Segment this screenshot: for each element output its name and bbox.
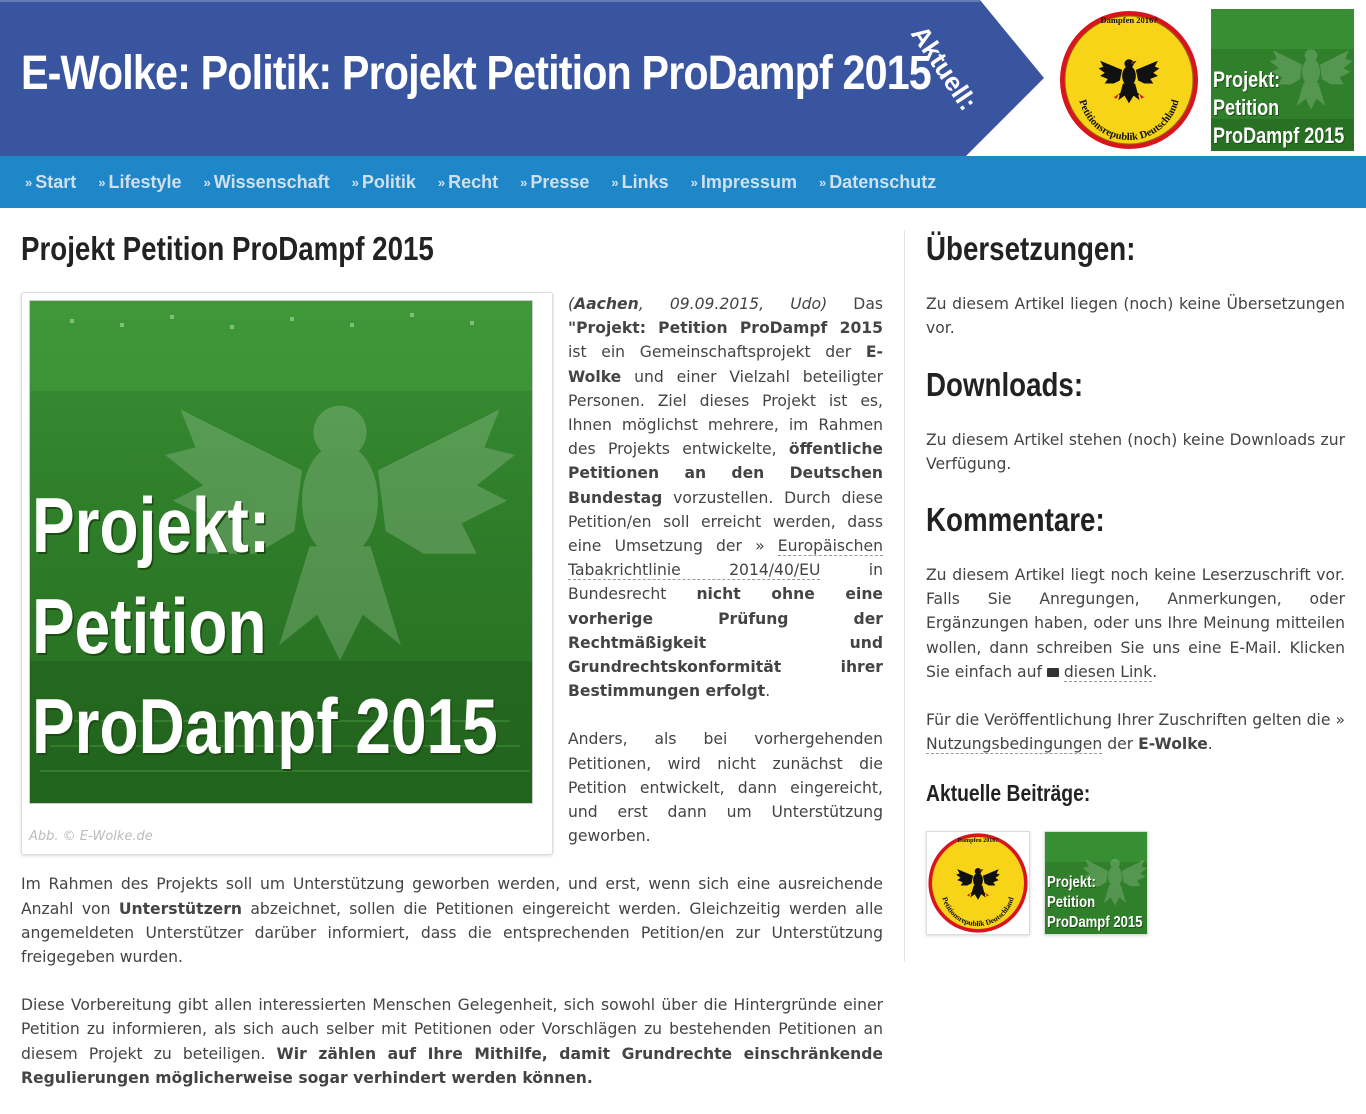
terms-link[interactable]: Nutzungsbedingungen [926,735,1103,754]
recent-seal-ring-text: Petitionsrepublik Deutschland [940,895,1016,929]
article-paragraph-2: Anders, als bei vorhergehenden Petitionen, wird nicht zunächst die Petition entwickelt, dann eingereicht, und erst dann um Unterstützung geworben. [568,730,883,846]
nav-item-lifestyle[interactable]: » Lifestyle [98,171,182,192]
double-chevron-right-icon: » [818,174,827,190]
site-title[interactable]: E-Wolke: Politik: Projekt Petition ProDampf 2015 [21,47,931,100]
nav-item-impressum[interactable]: » Impressum [690,171,797,192]
recent-thumb-line-3: ProDampf 2015 [1047,914,1143,931]
recent-posts-heading: Aktuelle Beiträge: [926,780,1091,806]
nav-item-datenschutz[interactable]: » Datenschutz [818,171,937,192]
article-image[interactable] [29,300,533,804]
figure-caption: Abb. © E-Wolke.de [29,829,153,844]
nav-item-start[interactable]: » Start [25,171,77,192]
recent-post-thumb-project[interactable] [1044,831,1148,935]
article-place: Aachen [574,295,639,313]
double-chevron-right-icon: » [690,174,698,190]
image-line-1: Projekt: [32,481,271,569]
double-chevron-right-icon: » [755,537,765,556]
downloads-text: Zu diesem Artikel stehen (noch) keine Downloads zur Verfügung. [926,431,1345,474]
double-chevron-right-icon: » [611,174,619,190]
image-line-2: Petition [32,582,267,670]
double-chevron-right-icon: » [437,174,446,190]
article-dateline: , 09.09.2015, Udo) [638,295,828,313]
downloads-heading: Downloads: [926,366,1084,403]
petitionsrepublik-seal-logo[interactable] [1058,9,1200,151]
translations-text: Zu diesem Artikel liegen (noch) keine Übersetzungen vor. [926,295,1345,338]
article-paragraph-1: (Aachen, 09.09.2015, Udo) Das "Projekt: Petition ProDampf 2015 ist ein Gemeinschaftsprojekt der E-Wolke und einer Vielzahl beteiligter Personen. Ziel dieses Projekt ist es, Ihnen möglichst mehrere, im Rahmen des Projekts entwickelte, öffentliche Petitionen an den Deutschen Bundestag vorzustellen. Durch diese Petition/en soll erreicht werden, dass eine Umsetzung der » Europäischen Tabakrichtlinie 2014/40/EU in Bundesrecht nicht ohne eine vorherige Prüfung der Rechtmäßigkeit und Grundrechtskonformität ihrer Bestimmungen erfolgt. [568,295,883,701]
article-paragraph-4: Diese Vorbereitung gibt allen interessierten Menschen Gelegenheit, sich sowohl über die Hintergründe einer Petition zu informieren, als sich auch selber mit Petitionen oder Vorschlägen zu bestehenden Petitionen an diesem Projekt zu beteiligen. Wir zählen auf Ihre Mithilfe, damit Grundrechte einschränkende Regulierungen möglicherweise sogar verhindert werden können. [21,996,883,1087]
seal-top-text: Dampfen 2016? [1100,15,1158,25]
link-tabakrichtlinie[interactable]: Europäischen Tabakrichtlinie 2014/40/EU [568,537,883,580]
double-chevron-right-icon: » [98,174,106,190]
comments-heading: Kommentare: [926,501,1105,538]
image-line-3: ProDampf 2015 [32,682,498,770]
nav-item-links[interactable]: » Links [611,171,669,192]
terms-text: Für die Veröffentlichung Ihrer Zuschriften gelten die » Nutzungsbedingungen der E-Wolke. [926,711,1345,754]
column-divider [904,230,905,962]
nav-item-politik[interactable]: » Politik [351,171,416,192]
aktuell-badge: Aktuell: [905,20,984,116]
comments-text: Zu diesem Artikel liegt noch keine Leserzuschrift vor. Falls Sie Anregungen, Anmerkungen, oder Ergänzungen haben, oder uns Ihre Meinung mitteilen wollen, dann schreiben Sie uns eine E-Mail. Klicken Sie einfach auf diesen Link. [926,566,1345,681]
double-chevron-right-icon: » [351,174,359,190]
nav-item-presse[interactable]: » Presse [520,171,590,192]
nav-item-recht[interactable]: » Recht [437,171,499,192]
header-thumb-line-2: Petition [1213,95,1280,120]
main-navigation [0,156,1366,208]
translations-heading: Übersetzungen: [926,230,1136,267]
double-chevron-right-icon: » [25,174,33,190]
email-link[interactable]: diesen Link [1063,662,1153,681]
article-body [21,292,883,1114]
site-header [0,0,1366,156]
recent-seal-top-text: Dampfen 2016? [957,838,999,845]
project-thumbnail-header[interactable] [1211,9,1354,151]
double-chevron-right-icon: » [520,174,528,190]
recent-thumb-line-1: Projekt: [1047,874,1096,891]
recent-post-thumb-seal[interactable] [926,831,1030,935]
article-title: Projekt Petition ProDampf 2015 [21,230,434,267]
article-figure [21,292,553,855]
seal-ring-text: Petitionsrepublik Deutschland [1076,98,1182,144]
double-chevron-right-icon: » [203,174,211,190]
envelope-icon [1047,668,1059,677]
header-thumb-line-1: Projekt: [1213,67,1281,92]
recent-thumb-line-2: Petition [1047,894,1096,911]
header-thumb-line-3: ProDampf 2015 [1213,123,1345,148]
nav-item-wissenschaft[interactable]: » Wissenschaft [203,171,330,192]
double-chevron-right-icon: » [1335,711,1345,729]
article-paragraph-3: Im Rahmen des Projekts soll um Unterstützung geworben werden, und erst, wenn sich eine ausreichende Anzahl von Unterstützern abzeichnet, sollen die Petitionen eingereicht werden. Gleichzeitig werden alle angemeldeten Unterstützer darüber informiert, dass die entsprechenden Petition/en zur Unterstützung freigegeben wurden. [21,875,883,967]
